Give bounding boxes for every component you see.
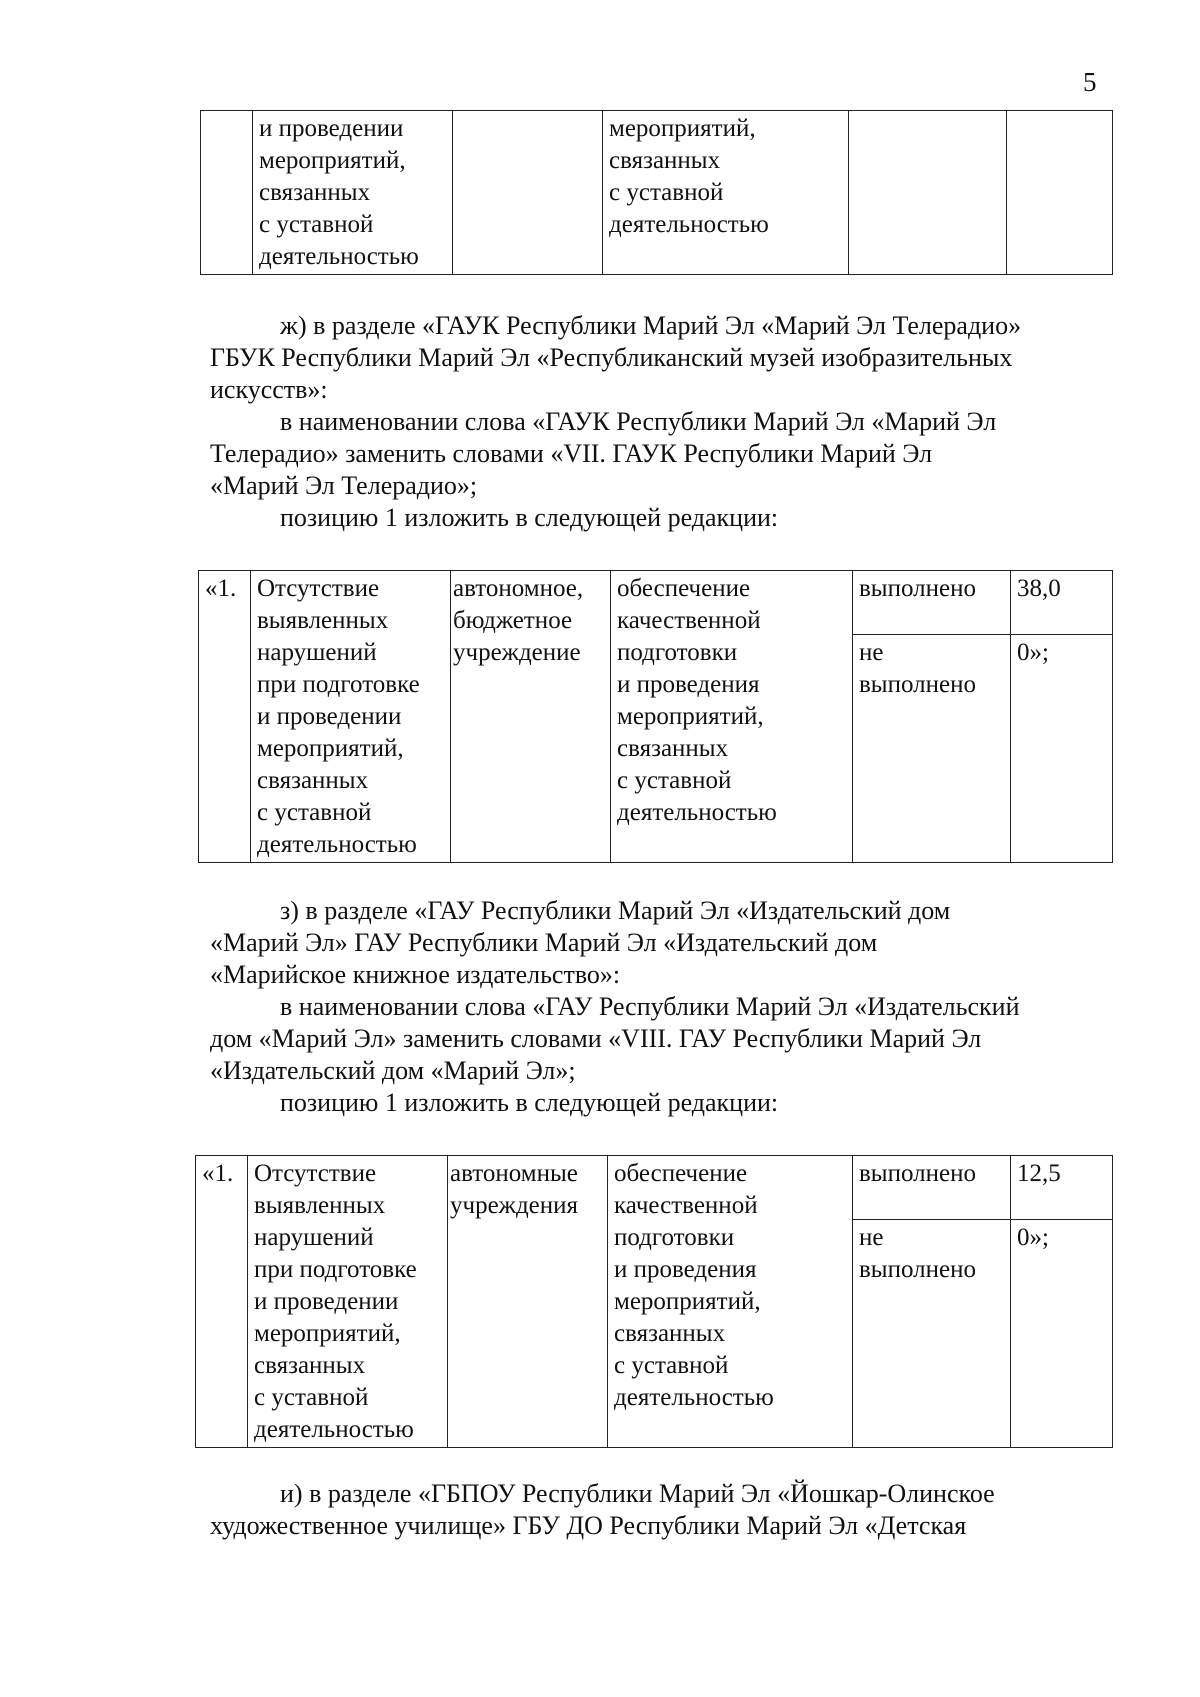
cell-line: Отсутствие bbox=[254, 1160, 377, 1187]
cell-line: и проведении bbox=[259, 115, 404, 142]
cell-line: качественной bbox=[617, 607, 761, 634]
position-table-2 bbox=[195, 1155, 1113, 1448]
text-line: «Издательский дом «Марий Эл»; bbox=[210, 1056, 576, 1085]
table1-value-done: 38,0 bbox=[1011, 571, 1113, 635]
cell-line: выявленных bbox=[254, 1192, 386, 1219]
cell-line: деятельностью bbox=[257, 831, 417, 858]
table0-institution-cell bbox=[453, 111, 603, 275]
text-line: позицию 1 изложить в следующей редакции: bbox=[280, 1088, 779, 1117]
table2-value-done: 12,5 bbox=[1011, 1156, 1113, 1220]
table2-indicator-cell bbox=[248, 1156, 448, 1448]
text-line: и) в разделе «ГБПОУ Республики Марий Эл «Йошкар-Олинское bbox=[280, 1479, 995, 1508]
table2-num-cell: «1. bbox=[196, 1156, 248, 1448]
cell-line: не bbox=[859, 639, 884, 666]
cell-line: при подготовке bbox=[254, 1256, 417, 1283]
cell-line: с уставной bbox=[259, 211, 374, 238]
text-line: дом «Марий Эл» заменить словами «VIII. ГАУ Республики Марий Эл bbox=[210, 1024, 982, 1053]
text-line: в наименовании слова «ГАУК Республики Марий Эл «Марий Эл bbox=[280, 407, 997, 436]
cell-line: мероприятий, bbox=[254, 1320, 401, 1347]
cell-line: автономное, bbox=[453, 575, 584, 602]
cell-line: и проведении bbox=[257, 703, 402, 730]
cell-line: с уставной bbox=[614, 1352, 729, 1379]
cell-line: мероприятий, bbox=[257, 735, 404, 762]
section-i-paragraph bbox=[210, 1478, 1096, 1542]
cell-line: учреждение bbox=[453, 639, 581, 666]
cell-line: нарушений bbox=[254, 1224, 374, 1251]
cell-line: деятельностью bbox=[254, 1416, 414, 1443]
cell-line: связанных bbox=[254, 1352, 366, 1379]
cell-line: выявленных bbox=[257, 607, 389, 634]
table1-criterion-cell bbox=[611, 571, 853, 863]
cell-line: подготовки bbox=[614, 1224, 735, 1251]
cell-line: учреждения bbox=[450, 1192, 579, 1219]
cell-line: деятельностью bbox=[614, 1384, 774, 1411]
table2-criterion-cell bbox=[608, 1156, 853, 1448]
table0-num-cell bbox=[201, 111, 253, 275]
table1-status-not bbox=[853, 635, 1011, 863]
text-line: ГБУК Республики Марий Эл «Республиканский музей изобразительных bbox=[210, 343, 1013, 372]
text-line: «Марий Эл Телерадио»; bbox=[210, 471, 478, 500]
table0-status-cell bbox=[849, 111, 1007, 275]
text-line: искусств»: bbox=[210, 375, 328, 404]
cell-line: и проведении bbox=[254, 1288, 399, 1315]
table1-institution-cell bbox=[451, 571, 611, 863]
cell-line: автономные bbox=[450, 1160, 578, 1187]
cell-line: качественной bbox=[614, 1192, 758, 1219]
table0-value-cell bbox=[1007, 111, 1113, 275]
cell-line: деятельностью bbox=[617, 799, 777, 826]
text-line: в наименовании слова «ГАУ Республики Марий Эл «Издательский bbox=[280, 992, 1020, 1021]
cell-line: связанных bbox=[259, 179, 371, 206]
cell-line: с уставной bbox=[609, 179, 724, 206]
cell-line: с уставной bbox=[257, 799, 372, 826]
table0-indicator-cell bbox=[253, 111, 453, 275]
table1-status-done: выполнено bbox=[853, 571, 1011, 635]
text-line: «Марий Эл» ГАУ Республики Марий Эл «Издательский дом bbox=[210, 928, 878, 957]
cell-line: с уставной bbox=[254, 1384, 369, 1411]
cell-line: подготовки bbox=[617, 639, 738, 666]
section-zh-paragraph bbox=[210, 310, 1096, 534]
text-line: позицию 1 изложить в следующей редакции: bbox=[280, 503, 779, 532]
text-line: «Марийское книжное издательство»: bbox=[210, 960, 621, 989]
cell-line: выполнено bbox=[859, 1256, 976, 1283]
table2-institution-cell bbox=[448, 1156, 608, 1448]
text-line: ж) в разделе «ГАУК Республики Марий Эл «Марий Эл Телерадио» bbox=[280, 311, 1022, 340]
table1-indicator-cell bbox=[251, 571, 451, 863]
table2-value-not: 0»; bbox=[1011, 1220, 1113, 1448]
cell-line: не bbox=[859, 1224, 884, 1251]
cell-line: связанных bbox=[614, 1320, 726, 1347]
cell-line: с уставной bbox=[617, 767, 732, 794]
section-z-paragraph bbox=[210, 895, 1096, 1119]
page-number: 5 bbox=[1083, 67, 1097, 97]
table0-criterion-cell bbox=[603, 111, 849, 275]
continuation-table bbox=[200, 110, 1113, 275]
table1-value-not: 0»; bbox=[1011, 635, 1113, 863]
cell-line: нарушений bbox=[257, 639, 377, 666]
cell-line: деятельностью bbox=[609, 211, 769, 238]
cell-line: мероприятий, bbox=[617, 703, 764, 730]
text-line: з) в разделе «ГАУ Республики Марий Эл «Издательский дом bbox=[280, 896, 951, 925]
cell-line: выполнено bbox=[859, 671, 976, 698]
cell-line: мероприятий, bbox=[609, 115, 756, 142]
position-table-1 bbox=[198, 570, 1113, 863]
cell-line: и проведения bbox=[617, 671, 760, 698]
cell-line: и проведения bbox=[614, 1256, 757, 1283]
table2-status-done: выполнено bbox=[853, 1156, 1011, 1220]
table1-num-cell: «1. bbox=[199, 571, 251, 863]
cell-line: обеспечение bbox=[614, 1160, 748, 1187]
cell-line: связанных bbox=[609, 147, 721, 174]
cell-line: деятельностью bbox=[259, 243, 419, 270]
cell-line: при подготовке bbox=[257, 671, 420, 698]
cell-line: обеспечение bbox=[617, 575, 751, 602]
text-line: художественное училище» ГБУ ДО Республики Марий Эл «Детская bbox=[210, 1511, 967, 1540]
cell-line: связанных bbox=[617, 735, 729, 762]
cell-line: Отсутствие bbox=[257, 575, 380, 602]
text-line: Телерадио» заменить словами «VII. ГАУК Республики Марий Эл bbox=[210, 439, 933, 468]
cell-line: мероприятий, bbox=[259, 147, 406, 174]
cell-line: бюджетное bbox=[453, 607, 573, 634]
cell-line: связанных bbox=[257, 767, 369, 794]
table2-status-not bbox=[853, 1220, 1011, 1448]
cell-line: мероприятий, bbox=[614, 1288, 761, 1315]
